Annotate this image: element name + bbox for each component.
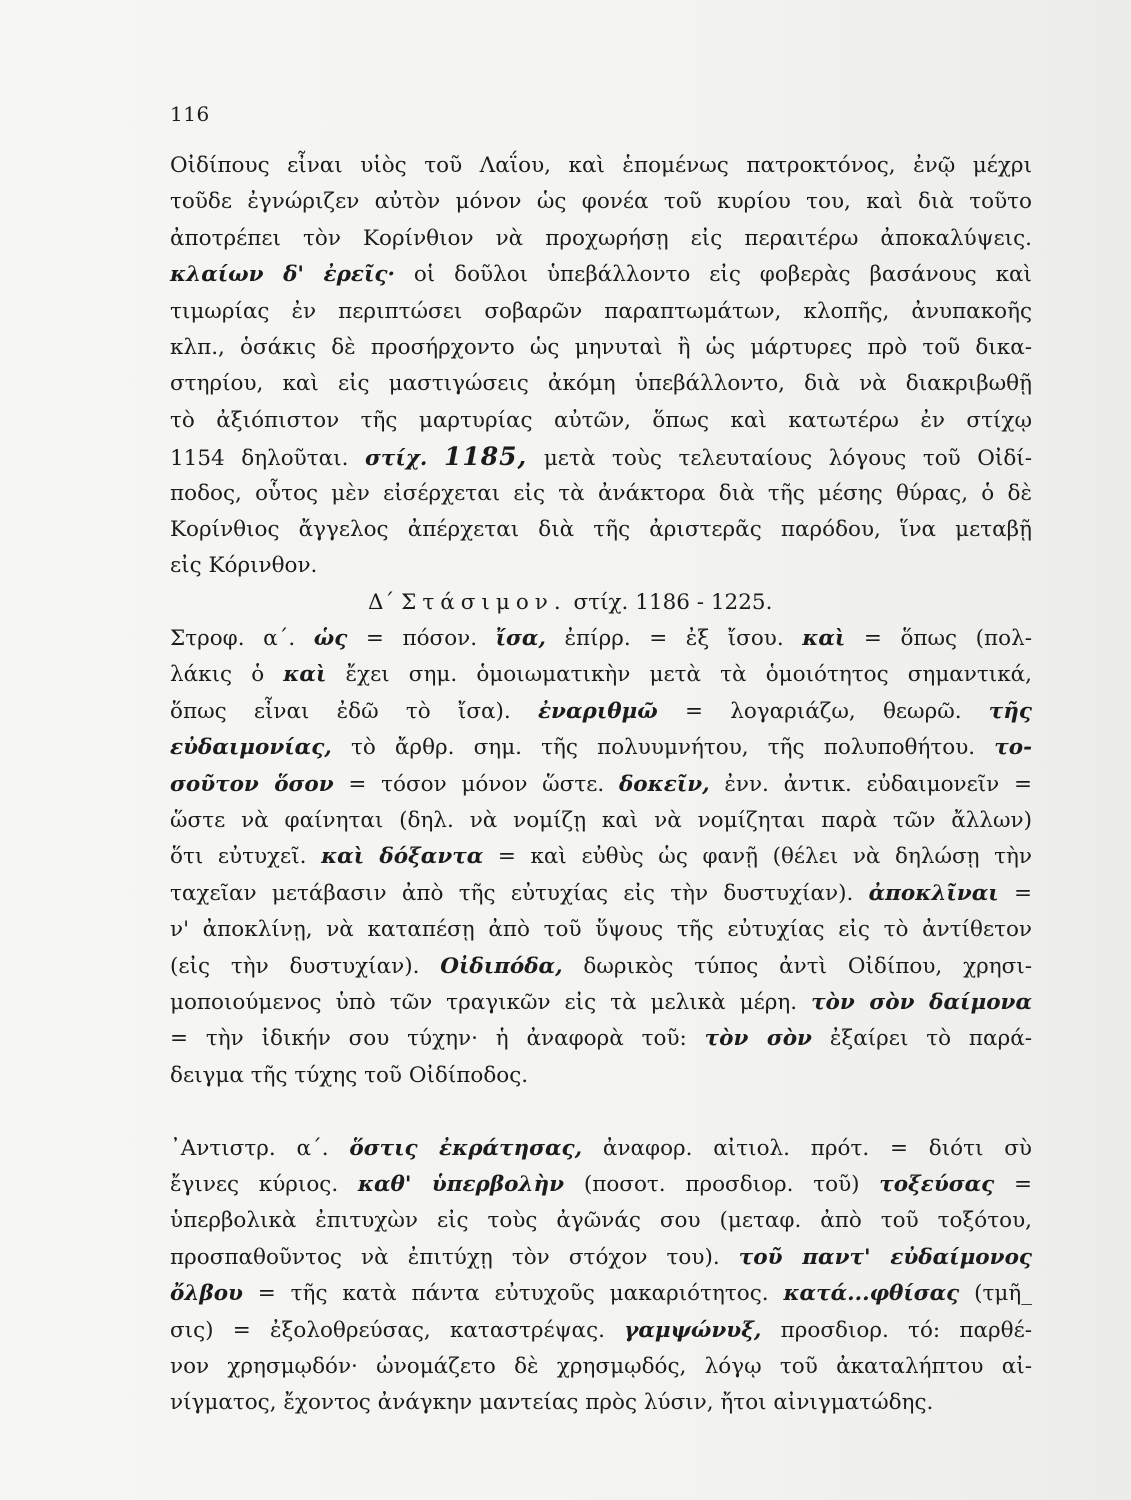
text-line xyxy=(170,1203,1032,1239)
emphasized-term: τὸν σὸν δαίμονα xyxy=(811,989,1033,1015)
text-line xyxy=(170,912,1032,948)
line-text: = πόσον. xyxy=(347,626,496,652)
text-line xyxy=(170,257,1032,293)
emphasized-term: τοῦ παντ' εὐδαίμονος xyxy=(738,1244,1033,1270)
line-text: δειγμα τῆς τύχης τοῦ Οἰδίποδος. xyxy=(170,1062,529,1088)
emphasized-term: Οἰδιπόδα, xyxy=(440,953,563,979)
line-text: Στροφ. α΄. xyxy=(170,626,314,652)
line-text: ὑπερβολικὰ ἐπιτυχὼν εἰς τοὺς ἀγῶνάς σου (μεταφ. ἀπὸ τοῦ τοξότου, xyxy=(170,1208,1032,1234)
emphasized-term: τῆς xyxy=(988,698,1032,724)
emphasized-term: κλαίων δ' ἐρεῖς· xyxy=(170,262,395,288)
text-line xyxy=(170,476,1032,512)
text-line xyxy=(170,1167,1032,1203)
line-text: ν' ἀποκλίνῃ, νὰ καταπέσῃ ἀπὸ τοῦ ὕψους τῆς εὐτυχίας εἰς τὸ ἀντίθετον xyxy=(170,917,1032,943)
line-text: = καὶ εὐθὺς ὡς φανῇ (θέλει νὰ δηλώσῃ τὴν xyxy=(483,844,1032,870)
emphasized-term: σοῦτον ὅσον xyxy=(170,771,334,797)
emphasized-term: ἀποκλῖναι xyxy=(868,880,999,906)
line-text: τὸ ἄρθρ. σημ. τῆς πολυυμνήτου, τῆς πολυποθήτου. xyxy=(331,735,995,761)
emphasized-term: 1185, xyxy=(443,442,528,472)
text-line xyxy=(170,366,1032,402)
line-text: ὅπως εἶναι ἐδῶ τὸ ἴσα). xyxy=(170,698,538,724)
line-text: ἐπίρρ. = ἐξ ἴσου. xyxy=(545,626,803,652)
line-text xyxy=(427,446,444,471)
emphasized-term: στίχ. xyxy=(365,446,428,472)
text-line xyxy=(170,1313,1032,1349)
text-line xyxy=(170,1021,1032,1057)
heading-ref: στίχ. 1186 - 1225. xyxy=(573,589,773,615)
heading-title: Στάσιμον. xyxy=(401,589,567,615)
line-text: νον χρησμῳδόν· ὠνομάζετο δὲ χρησμῳδός, λόγῳ τοῦ ἀκαταλήπτου αἰ- xyxy=(170,1353,1032,1379)
text-line xyxy=(170,657,1032,693)
text-line xyxy=(170,548,1032,584)
line-text: κλπ., ὁσάκις δὲ προσήρχοντο ὡς μηνυταὶ ἢ ὡς μάρτυρες πρὸ τοῦ δικα- xyxy=(170,334,1032,360)
line-text: (τμῆ_ xyxy=(959,1281,1032,1307)
line-text: ποδος, οὗτος μὲν εἰσέρχεται εἰς τὰ ἀνάκτορα διὰ τῆς μέσης θύρας, ὁ δὲ xyxy=(170,480,1032,506)
text-line xyxy=(170,1276,1032,1312)
line-text: ὥστε νὰ φαίνηται (δηλ. νὰ νομίζῃ καὶ νὰ νομίζηται παρὰ τῶν ἄλλων) xyxy=(170,808,1032,834)
emphasized-term: καὶ δόξαντα xyxy=(321,844,484,870)
text-line xyxy=(170,294,1032,330)
line-text: = τὴν ἰδικήν σου τύχην· ἡ ἀναφορὰ τοῦ: xyxy=(170,1026,705,1052)
text-line xyxy=(170,730,1032,766)
text-line xyxy=(170,148,1032,184)
text-line xyxy=(170,1131,1032,1167)
text-line xyxy=(170,439,1032,475)
line-text: ἐξαίρει τὸ παρά- xyxy=(811,1026,1032,1052)
line-text: ᾿Αντιστρ. α΄. xyxy=(170,1135,350,1161)
text-line xyxy=(170,1058,1032,1094)
line-text: ὅτι εὐτυχεῖ. xyxy=(170,844,322,870)
line-text: = τῆς κατὰ πάντα εὐτυχοῦς μακαριότητος. xyxy=(242,1281,784,1307)
line-text: νίγματος, ἔχοντος ἀνάγκην μαντείας πρὸς λύσιν, ἤτοι αἰνιγματώδης. xyxy=(170,1390,934,1416)
line-text: = λογαριάζω, θεωρῶ. xyxy=(657,698,989,724)
emphasized-term: καὶ xyxy=(283,662,327,688)
emphasized-term: καὶ xyxy=(802,626,846,652)
text-line xyxy=(170,767,1032,803)
line-text: τοῦδε ἐγνώριζεν αὐτὸν μόνον ὡς φονέα τοῦ κυρίου του, καὶ διὰ τοῦτο xyxy=(170,189,1032,215)
emphasized-term: ὅστις ἐκράτησας, xyxy=(349,1135,583,1161)
text-line xyxy=(170,1385,1032,1421)
paragraph-gap xyxy=(170,1094,1032,1130)
heading-prefix: Δ΄ xyxy=(368,589,395,615)
emphasized-term: κατά...φθίσας xyxy=(783,1281,960,1307)
line-text: δωρικὸς τύπος ἀντὶ Οἰδίπου, χρησι- xyxy=(562,953,1032,979)
text-line xyxy=(170,985,1032,1021)
commentary-text xyxy=(170,148,1032,1422)
line-text: στηρίου, καὶ εἰς μαστιγώσεις ἀκόμη ὑπεβάλλοντο, διὰ νὰ διακριβωθῇ xyxy=(170,371,1032,397)
emphasized-term: ὄλβου xyxy=(170,1281,243,1307)
text-line xyxy=(170,1240,1032,1276)
emphasized-term: εὐδαιμονίας, xyxy=(170,735,332,761)
line-text: σις) = ἐξολοθρεύσας, καταστρέψας. xyxy=(170,1317,625,1343)
line-text: οἱ δοῦλοι ὑπεβάλλοντο εἰς φοβερὰς βασάνους καὶ xyxy=(394,262,1032,288)
text-line xyxy=(170,694,1032,730)
line-text: τὸ ἀξιόπιστον τῆς μαρτυρίας αὐτῶν, ὅπως καὶ κατωτέρω ἐν στίχῳ xyxy=(170,407,1032,433)
line-text: = xyxy=(994,1171,1032,1197)
emphasized-term: ὡς xyxy=(313,626,348,652)
line-text: μετὰ τοὺς τελευταίους λόγους τοῦ Οἰδί- xyxy=(527,446,1033,472)
emphasized-term: ἐναριθμῶ xyxy=(537,698,658,724)
text-line xyxy=(170,949,1032,985)
text-line xyxy=(170,803,1032,839)
emphasized-term: τοξεύσας xyxy=(879,1171,995,1197)
line-text: (ποσοτ. προσδιορ. τοῦ) xyxy=(564,1171,880,1197)
emphasized-term: δοκεῖν, xyxy=(618,771,710,797)
line-text: λάκις ὁ xyxy=(170,662,284,688)
line-text: ἀποτρέπει τὸν Κορίνθιον νὰ προχωρήσῃ εἰς περαιτέρω ἀποκαλύψεις. xyxy=(170,225,1032,251)
text-line xyxy=(170,330,1032,366)
text-line xyxy=(170,184,1032,220)
emphasized-term: ἴσα, xyxy=(495,626,546,652)
line-text: εἰς Κόρινθον. xyxy=(170,553,318,579)
line-text: = xyxy=(998,880,1032,906)
line-text: προσπαθοῦντος νὰ ἐπιτύχῃ τὸν στόχον του). xyxy=(170,1244,739,1270)
emphasized-term: καθ' ὑπερβολὴν xyxy=(357,1171,565,1197)
text-line xyxy=(170,403,1032,439)
line-text: μοποιούμενος ὑπὸ τῶν τραγικῶν εἰς τὰ μελικὰ μέρη. xyxy=(170,989,812,1015)
line-text: = τόσον μόνον ὥστε. xyxy=(333,771,619,797)
emphasized-term: τὸν σὸν xyxy=(704,1026,812,1052)
emphasized-term: γαμψώνυξ, xyxy=(624,1317,762,1343)
line-text: 1154 δηλοῦται. xyxy=(170,446,366,472)
line-text: ἀναφορ. αἰτιολ. πρότ. = διότι σὺ xyxy=(582,1135,1032,1161)
line-text: ταχεῖαν μετάβασιν ἀπὸ τῆς εὐτυχίας εἰς τὴν δυστυχίαν). xyxy=(170,880,869,906)
text-line xyxy=(170,1349,1032,1385)
text-line xyxy=(170,876,1032,912)
line-text: τιμωρίας ἐν περιπτώσει σοβαρῶν παραπτωμάτων, κλοπῆς, ἀνυπακοῆς xyxy=(170,298,1032,324)
text-line xyxy=(170,621,1032,657)
emphasized-term: το- xyxy=(994,735,1032,761)
text-line xyxy=(170,839,1032,875)
text-line xyxy=(170,512,1032,548)
text-line xyxy=(170,221,1032,257)
line-text: προσδιορ. τό: παρθέ- xyxy=(761,1317,1032,1343)
line-text: Κορίνθιος ἄγγελος ἀπέρχεται διὰ τῆς ἀριστερᾶς παρόδου, ἵνα μεταβῇ xyxy=(170,516,1032,542)
section-heading xyxy=(170,585,1032,621)
line-text: ἐνν. ἀντικ. εὐδαιμονεῖν = xyxy=(709,771,1032,797)
line-text: (εἰς τὴν δυστυχίαν). xyxy=(170,953,441,979)
line-text: Οἰδίπους εἶναι υἱὸς τοῦ Λαΐου, καὶ ἑπομένως πατροκτόνος, ἐνῷ μέχρι xyxy=(170,153,1032,178)
line-text: ἔχει σημ. ὁμοιωματικὴν μετὰ τὰ ὁμοιότητος σημαντικά, xyxy=(326,662,1032,688)
line-text: = ὅπως (πολ- xyxy=(845,626,1032,652)
line-text: ἔγινες κύριος. xyxy=(170,1171,358,1197)
page-number: 116 xyxy=(170,102,210,126)
